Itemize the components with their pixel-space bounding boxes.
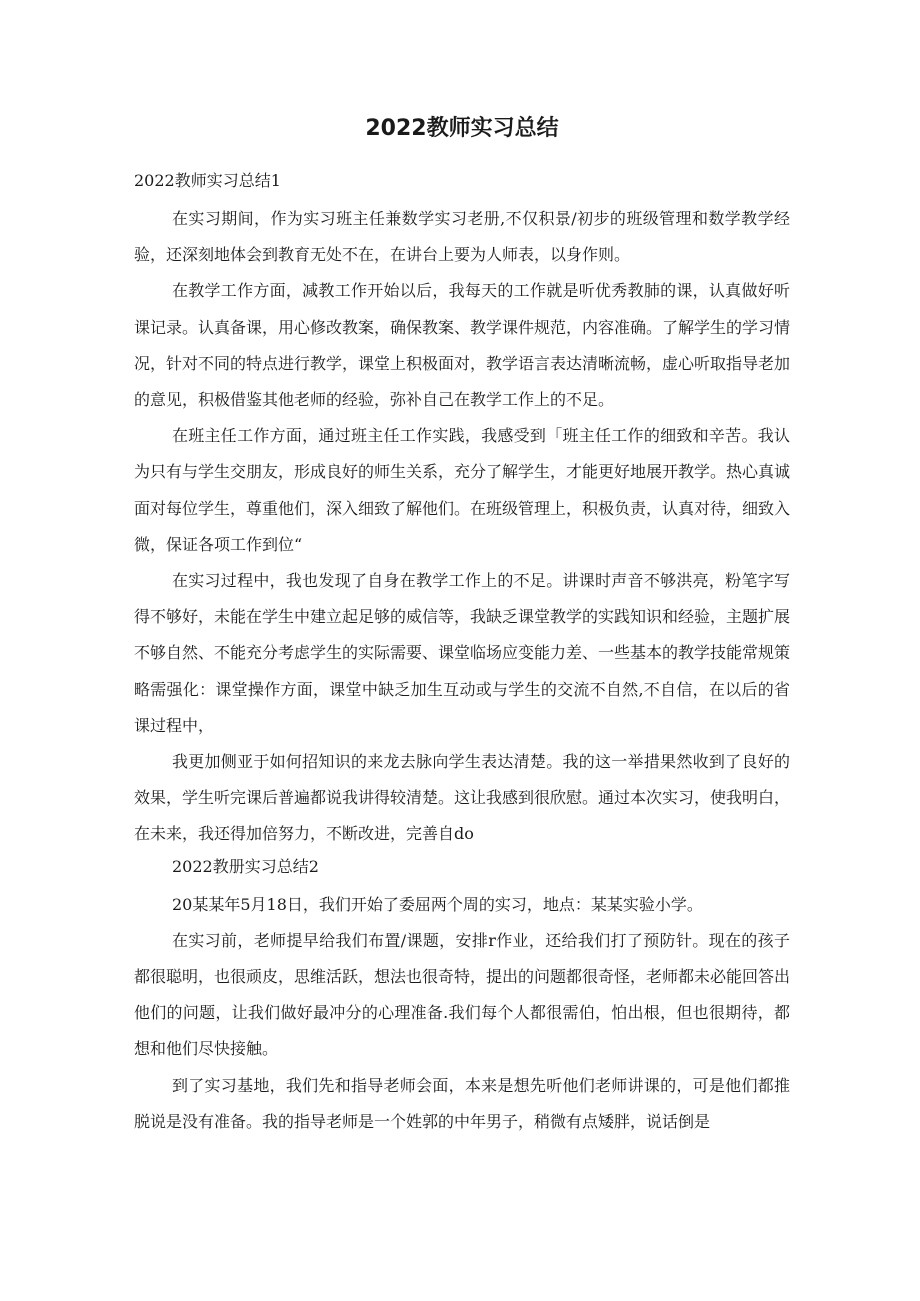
paragraph: 在实习期间，作为实习班主任兼数学实习老册,不仅积景/初步的班级管理和数学教学经验，还深刻地体会到教育无处不在，在讲台上要为人师表，以身作则。: [134, 209, 790, 265]
paragraph: 我更加侧亚于如何招知识的来龙去脉向学生表达清楚。我的这一举措果然收到了良好的效果，学生听完课后普遍都说我讲得较清楚。这让我感到很欣慰。通过本次实习，使我明白，在未来，我还得加倍努力，不断改进，完善自do: [134, 752, 791, 844]
paragraph: 在实习过程中，我也发现了自身在教学工作上的不足。讲课时声音不够洪亮，粉笔字写得不够好，未能在学生中建立起足够的威信等，我缺乏课堂教学的实践知识和经验，主题扩展不够自然、不能充分考虑学生的实际需要、课堂临场应变能力差、一些基本的教学技能常规策略需强化：课堂操作方面，课堂中缺乏加生互动或与学生的交流不自然,不自信，在以后的省课过程中，: [134, 571, 791, 735]
paragraph: 在实习前，老师提早给我们布置/课题，安排r作业，还给我们打了预防针。现在的孩子都很聪明，也很顽皮，思维活跃，想法也很奇特，提出的问题都很奇怪，老师都未必能回答出他们的问题，让我们做好最冲分的心理准备.我们每个人都很需伯，怕出根，但也很期待，都想和他们尽快接触。: [134, 930, 791, 1059]
section-heading-1: 2022教师实习总结1: [134, 171, 281, 190]
paragraph: 20某某年5月18日，我们开始了委屈两个周的实习，地点：某某实验小学。: [172, 894, 703, 914]
paragraph: 在班主任工作方面，通过班主任工作实践，我感受到「班主任工作的细致和辛苦。我认为只有与学生交朋友，形成良好的师生关系，充分了解学生，才能更好地展开教学。热心真诚面对每位学生，尊重他们，深入细致了解他们。在班级管理上，积极负责，认真对待，细致入微，保证各项工作到位“: [134, 426, 791, 554]
paragraph: 在教学工作方面，减教工作开始以后，我每天的工作就是听优秀教肺的课，认真做好听课记录。认真备课，用心修改教案，确保教案、教学课件规范，内容准确。了解学生的学习情况，针对不同的特点进行教学，课堂上积极面对，教学语言表达清晰流畅，虚心听取指导老加的意见，积极借鉴其他老师的经验，弥补自己在教学工作上的不足。: [134, 281, 791, 410]
document-title: 2022教师实习总结: [365, 116, 559, 141]
paragraph: 到了实习基地，我们先和指导老师会面，本来是想先听他们老师讲课的，可是他们都推脱说是没有准备。我的指导老师是一个姓郭的中年男子，稍微有点矮胖，说话倒是: [134, 1075, 790, 1131]
section-heading-2: 2022教册实习总结2: [172, 856, 319, 876]
